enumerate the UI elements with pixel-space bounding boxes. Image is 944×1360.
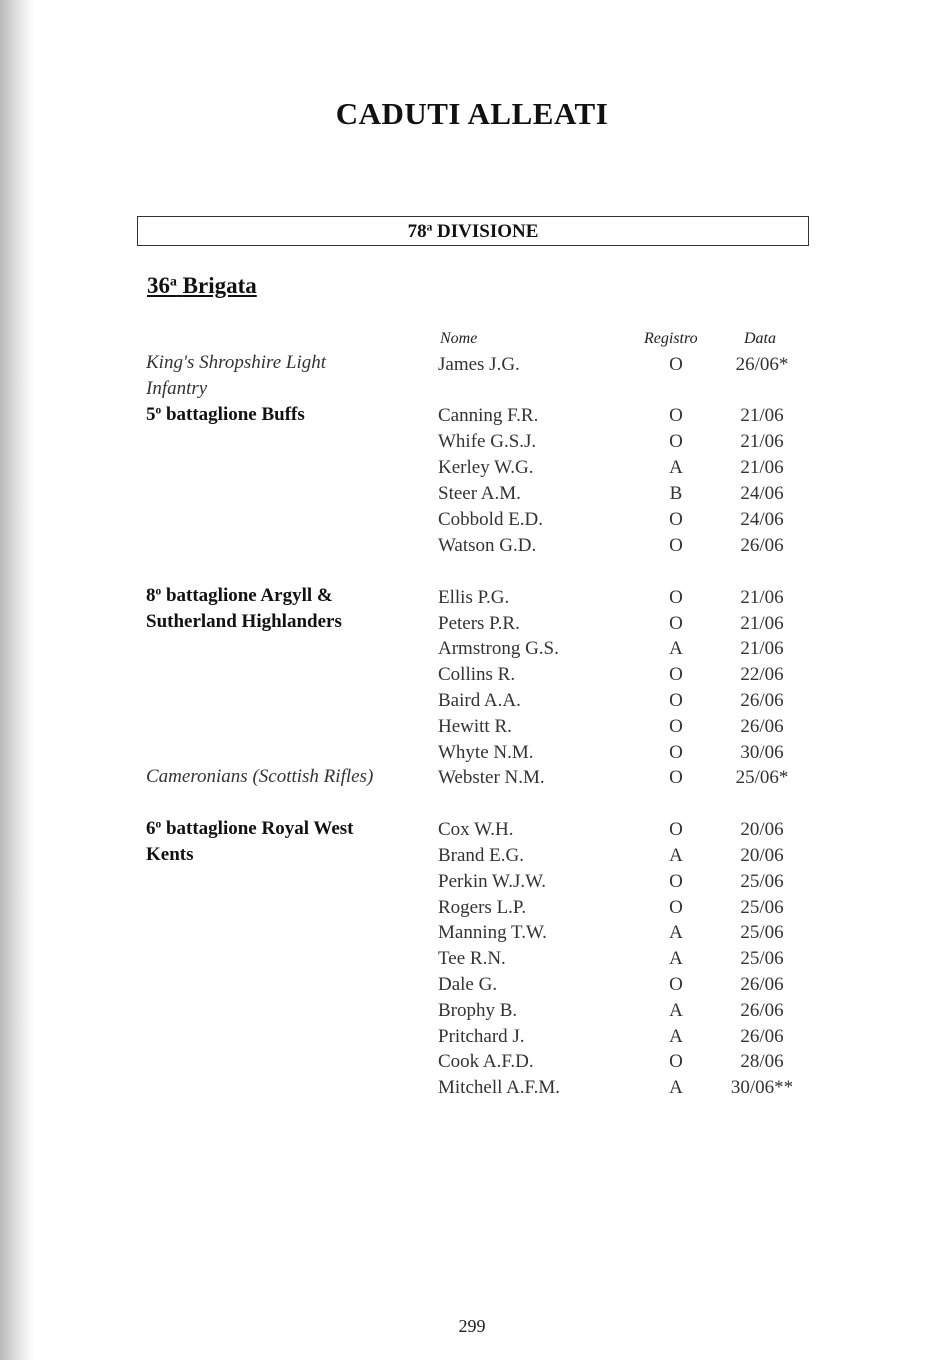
register-code: A: [669, 1077, 683, 1098]
death-date: 30/06**: [730, 1077, 794, 1098]
death-date: 21/06: [740, 457, 784, 478]
death-date: 26/06: [740, 535, 784, 556]
page-number: 299: [458, 1316, 486, 1336]
register-code: O: [669, 431, 683, 452]
unit-ordinal: o: [155, 404, 162, 417]
unit-label-line: Kents: [146, 844, 194, 865]
table-row: [0, 585, 944, 611]
death-date: 25/06: [740, 948, 784, 969]
death-date: 26/06: [740, 974, 784, 995]
table-row: [0, 352, 944, 378]
table-row: [0, 1075, 944, 1101]
table-row: [0, 946, 944, 972]
casualty-name: Collins R.: [438, 664, 516, 685]
unit-ordinal: o: [155, 818, 162, 831]
register-code: O: [669, 613, 683, 634]
table-row: [0, 972, 944, 998]
death-date: 21/06: [740, 431, 784, 452]
casualty-name: Brand E.G.: [438, 845, 525, 866]
register-code: O: [669, 405, 683, 426]
unit-battalion-number: 5: [146, 404, 156, 425]
division-label: DIVISIONE: [437, 221, 539, 242]
division-heading-box: [137, 216, 809, 246]
casualty-name: Brophy B.: [438, 1000, 518, 1021]
brigade-heading: [147, 273, 257, 299]
casualty-name: Whife G.S.J.: [438, 431, 537, 452]
casualty-name: Perkin W.J.W.: [438, 871, 547, 892]
unit-label-line: Cameronians (Scottish Rifles): [146, 766, 374, 787]
casualty-name: Dale G.: [438, 974, 498, 995]
casualty-name: Baird A.A.: [438, 690, 521, 711]
register-code: O: [669, 509, 683, 530]
register-code: O: [669, 1051, 683, 1072]
table-row: [0, 507, 944, 533]
register-code: O: [669, 664, 683, 685]
table-row: [0, 895, 944, 921]
brigade-ordinal: a: [170, 273, 177, 289]
death-date: 26/06: [740, 690, 784, 711]
death-date: 22/06: [740, 664, 784, 685]
casualty-name: James J.G.: [438, 354, 520, 375]
register-code: O: [669, 767, 683, 788]
death-date: 25/06*: [735, 767, 789, 788]
unit-label-line: Infantry: [146, 378, 208, 399]
column-header-name: Nome: [440, 330, 478, 347]
table-row: [0, 843, 944, 869]
casualty-name: Whyte N.M.: [438, 742, 534, 763]
casualty-name: Webster N.M.: [438, 767, 545, 788]
page-title: CADUTI ALLEATI: [335, 96, 609, 131]
register-code: A: [669, 1000, 683, 1021]
death-date: 25/06: [740, 871, 784, 892]
register-code: O: [669, 354, 683, 375]
death-date: 26/06: [740, 716, 784, 737]
casualty-name: Armstrong G.S.: [438, 638, 559, 659]
death-date: 28/06: [740, 1051, 784, 1072]
death-date: 25/06: [740, 922, 784, 943]
death-date: 26/06: [740, 1026, 784, 1047]
table-row: [0, 481, 944, 507]
register-code: A: [669, 845, 683, 866]
table-row: [0, 533, 944, 559]
register-code: O: [669, 819, 683, 840]
casualty-name: Watson G.D.: [438, 535, 537, 556]
casualty-name: Ellis P.G.: [438, 587, 510, 608]
death-date: 24/06: [740, 483, 784, 504]
register-code: O: [669, 742, 683, 763]
death-date: 26/06*: [735, 354, 789, 375]
casualty-name: Cook A.F.D.: [438, 1051, 534, 1072]
register-code: O: [669, 974, 683, 995]
register-code: O: [669, 897, 683, 918]
column-header-register: Registro: [644, 330, 698, 347]
unit-battalion-number: 6: [146, 818, 156, 839]
register-code: O: [669, 535, 683, 556]
register-code: A: [669, 1026, 683, 1047]
column-header-date: Data: [744, 330, 776, 347]
division-number: 78: [407, 221, 427, 242]
unit-label-line: King's Shropshire Light: [146, 352, 327, 373]
table-row: [0, 611, 944, 637]
brigade-number: 36: [147, 273, 170, 298]
casualty-name: Kerley W.G.: [438, 457, 534, 478]
division-ordinal: a: [426, 221, 433, 234]
table-row: [0, 920, 944, 946]
unit-label-line: battaglione Royal West: [165, 818, 354, 839]
death-date: 21/06: [740, 405, 784, 426]
table-row: [0, 429, 944, 455]
casualty-name: Tee R.N.: [438, 948, 506, 969]
unit-label-line: Sutherland Highlanders: [146, 611, 342, 632]
table-row: [0, 636, 944, 662]
death-date: 24/06: [740, 509, 784, 530]
register-code: O: [669, 716, 683, 737]
table-row: [0, 869, 944, 895]
death-date: 21/06: [740, 587, 784, 608]
table-row: [0, 817, 944, 843]
table-row: [0, 765, 944, 791]
death-date: 25/06: [740, 897, 784, 918]
brigade-label: Brigata: [182, 273, 257, 298]
register-code: O: [669, 587, 683, 608]
death-date: 21/06: [740, 613, 784, 634]
register-code: A: [669, 948, 683, 969]
death-date: 20/06: [740, 845, 784, 866]
register-code: A: [669, 638, 683, 659]
table-row: [0, 403, 944, 429]
death-date: 30/06: [740, 742, 784, 763]
register-code: A: [669, 457, 683, 478]
table-row: [0, 1024, 944, 1050]
casualty-name: Rogers L.P.: [438, 897, 527, 918]
unit-label-line: battaglione Buffs: [165, 404, 305, 425]
casualty-name: Steer A.M.: [438, 483, 521, 504]
death-date: 21/06: [740, 638, 784, 659]
casualty-name: Mitchell A.F.M.: [438, 1077, 560, 1098]
register-code: A: [669, 922, 683, 943]
casualty-name: Pritchard J.: [438, 1026, 525, 1047]
casualty-name: Cobbold E.D.: [438, 509, 544, 530]
casualty-name: Canning F.R.: [438, 405, 539, 426]
casualty-name: Cox W.H.: [438, 819, 514, 840]
unit-label-line: battaglione Argyll &: [165, 585, 333, 606]
unit-battalion-number: 8: [146, 585, 156, 606]
table-row: [0, 662, 944, 688]
casualty-name: Peters P.R.: [438, 613, 520, 634]
register-code: B: [669, 483, 683, 504]
table-row: [0, 998, 944, 1024]
casualty-name: Manning T.W.: [438, 922, 547, 943]
table-row: [0, 688, 944, 714]
table-row: [0, 455, 944, 481]
death-date: 26/06: [740, 1000, 784, 1021]
death-date: 20/06: [740, 819, 784, 840]
table-row: [0, 740, 944, 766]
table-row: [0, 1049, 944, 1075]
register-code: O: [669, 690, 683, 711]
register-code: O: [669, 871, 683, 892]
table-row: [0, 714, 944, 740]
casualty-name: Hewitt R.: [438, 716, 512, 737]
unit-ordinal: o: [155, 585, 162, 598]
